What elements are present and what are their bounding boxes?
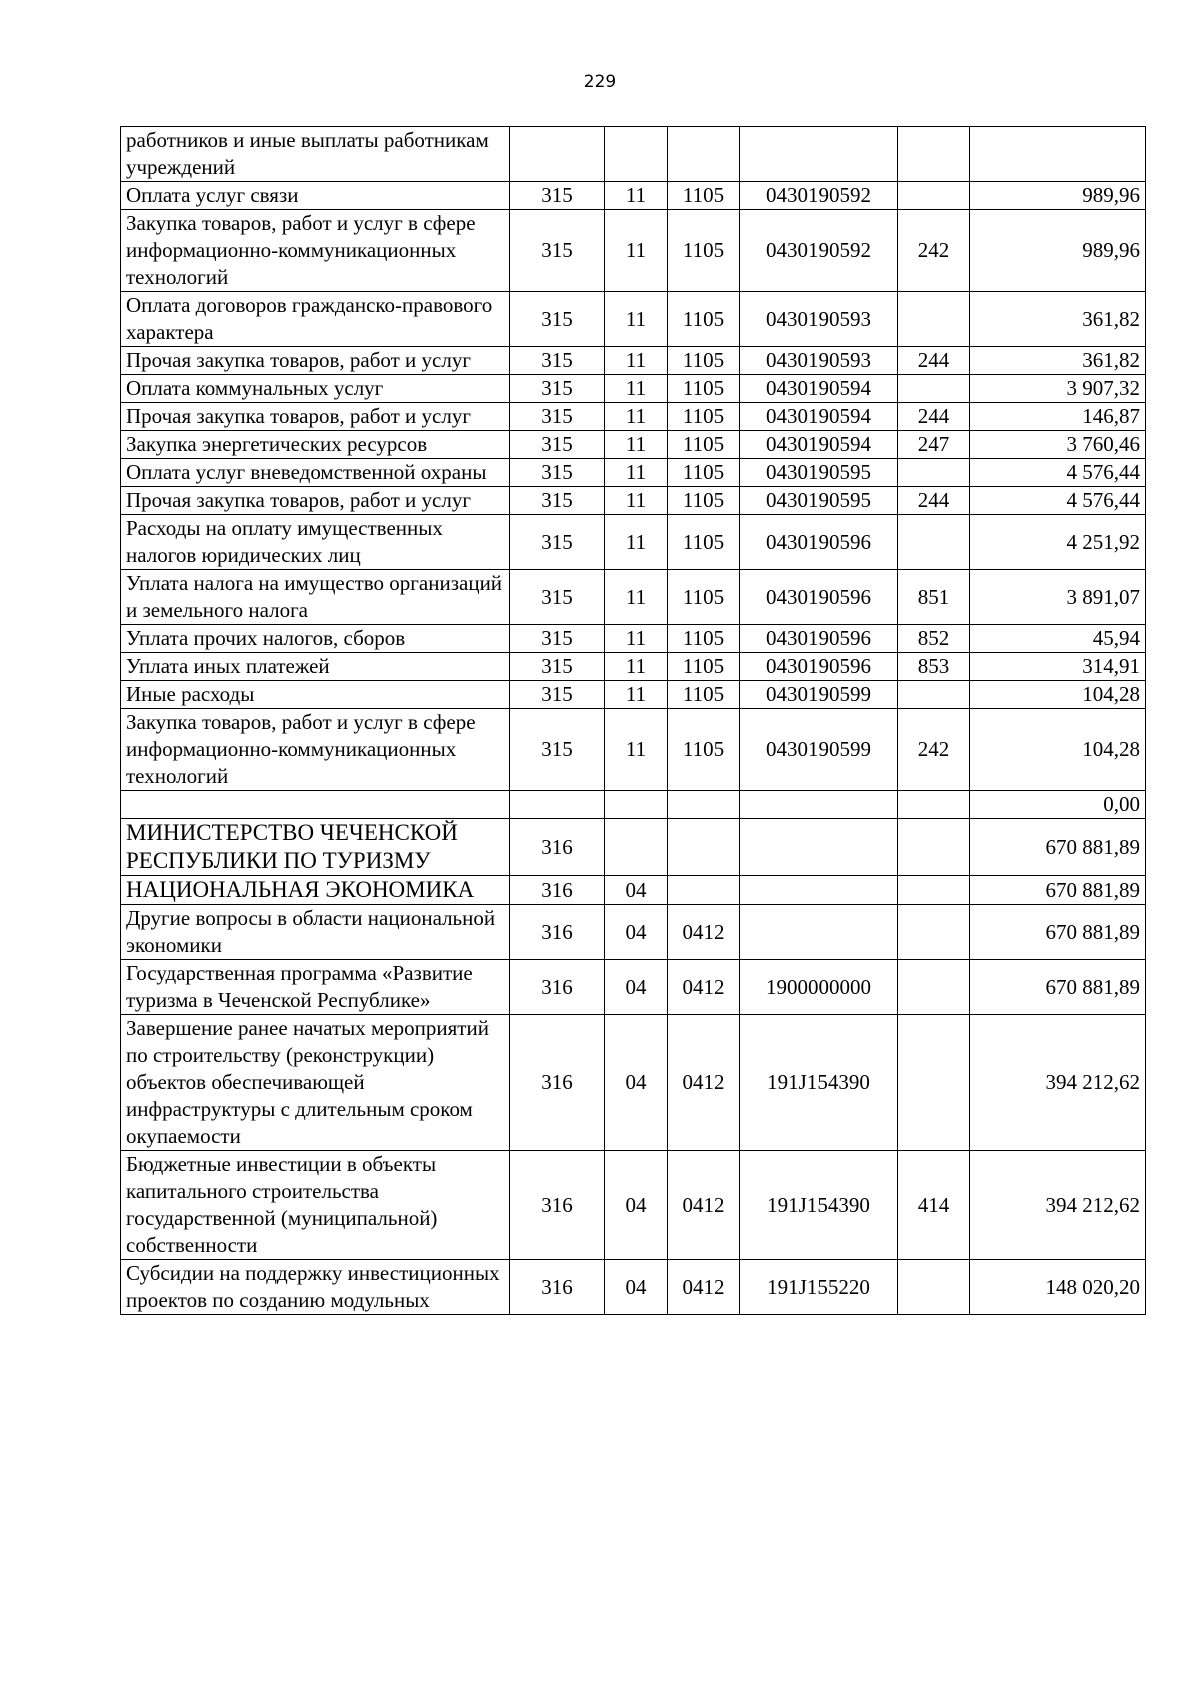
table-row xyxy=(121,459,1146,487)
admin-code: 315 xyxy=(510,681,605,709)
target-article-code: 0430190596 xyxy=(740,515,898,570)
section-code: 11 xyxy=(605,487,668,515)
subsection-code: 0412 xyxy=(668,1151,740,1260)
admin-code: 315 xyxy=(510,347,605,375)
table-row xyxy=(121,182,1146,210)
expense-name: Бюджетные инвестиции в объекты капитального строительства государственной (муниципальной) собственности xyxy=(121,1151,510,1260)
table-row xyxy=(121,347,1146,375)
section-code: 04 xyxy=(605,876,668,905)
table-row xyxy=(121,791,1146,819)
expense-name: Оплата коммунальных услуг xyxy=(121,375,510,403)
target-article-code: 0430190596 xyxy=(740,570,898,625)
expense-type-code xyxy=(898,681,970,709)
expense-name: Другие вопросы в области национальной экономики xyxy=(121,905,510,960)
admin-code: 315 xyxy=(510,292,605,347)
subsection-code xyxy=(668,127,740,182)
section-code: 11 xyxy=(605,515,668,570)
admin-code: 316 xyxy=(510,1151,605,1260)
target-article-code: 0430190594 xyxy=(740,431,898,459)
target-article-code: 0430190595 xyxy=(740,459,898,487)
table-row xyxy=(121,1260,1146,1315)
subsection-code: 1105 xyxy=(668,709,740,791)
admin-code xyxy=(510,791,605,819)
expense-type-code: 414 xyxy=(898,1151,970,1260)
expense-name: НАЦИОНАЛЬНАЯ ЭКОНОМИКА xyxy=(121,876,510,905)
table-row xyxy=(121,1151,1146,1260)
expense-name xyxy=(121,791,510,819)
expense-type-code: 853 xyxy=(898,653,970,681)
expense-type-code xyxy=(898,819,970,876)
section-code: 11 xyxy=(605,625,668,653)
admin-code xyxy=(510,127,605,182)
expense-type-code xyxy=(898,375,970,403)
expense-type-code: 244 xyxy=(898,347,970,375)
subsection-code: 1105 xyxy=(668,570,740,625)
section-code: 11 xyxy=(605,570,668,625)
target-article-code: 0430190594 xyxy=(740,375,898,403)
subsection-code: 1105 xyxy=(668,681,740,709)
amount-value: 4 576,44 xyxy=(970,459,1146,487)
amount-value: 989,96 xyxy=(970,182,1146,210)
section-code: 04 xyxy=(605,1151,668,1260)
table-row xyxy=(121,487,1146,515)
target-article-code xyxy=(740,819,898,876)
expense-type-code: 244 xyxy=(898,487,970,515)
expense-type-code xyxy=(898,515,970,570)
table-row xyxy=(121,876,1146,905)
admin-code: 315 xyxy=(510,182,605,210)
section-code: 04 xyxy=(605,960,668,1015)
amount-value: 361,82 xyxy=(970,292,1146,347)
subsection-code: 0412 xyxy=(668,960,740,1015)
admin-code: 315 xyxy=(510,709,605,791)
table-row xyxy=(121,515,1146,570)
admin-code: 315 xyxy=(510,625,605,653)
target-article-code: 0430190599 xyxy=(740,709,898,791)
expense-name: Уплата иных платежей xyxy=(121,653,510,681)
section-code: 11 xyxy=(605,403,668,431)
table-row xyxy=(121,1015,1146,1151)
expense-type-code xyxy=(898,905,970,960)
section-code xyxy=(605,791,668,819)
section-code: 11 xyxy=(605,292,668,347)
expense-name: Государственная программа «Развитие туризма в Чеченской Республике» xyxy=(121,960,510,1015)
amount-value: 361,82 xyxy=(970,347,1146,375)
target-article-code xyxy=(740,791,898,819)
expense-type-code: 852 xyxy=(898,625,970,653)
expense-name: Завершение ранее начатых мероприятий по строительству (реконструкции) объектов обеспечивающей инфраструктуры с длительным сроком окупаемости xyxy=(121,1015,510,1151)
section-code xyxy=(605,127,668,182)
section-code: 11 xyxy=(605,210,668,292)
table-row xyxy=(121,653,1146,681)
amount-value: 670 881,89 xyxy=(970,819,1146,876)
admin-code: 315 xyxy=(510,515,605,570)
expense-name: Уплата налога на имущество организаций и земельного налога xyxy=(121,570,510,625)
expense-type-code xyxy=(898,292,970,347)
subsection-code: 0412 xyxy=(668,1015,740,1151)
expense-type-code xyxy=(898,876,970,905)
section-code: 11 xyxy=(605,375,668,403)
amount-value: 670 881,89 xyxy=(970,960,1146,1015)
subsection-code: 0412 xyxy=(668,1260,740,1315)
admin-code: 315 xyxy=(510,487,605,515)
amount-value: 670 881,89 xyxy=(970,876,1146,905)
subsection-code: 1105 xyxy=(668,625,740,653)
target-article-code: 191J154390 xyxy=(740,1151,898,1260)
expense-type-code xyxy=(898,182,970,210)
expense-name: Закупка энергетических ресурсов xyxy=(121,431,510,459)
amount-value: 3 907,32 xyxy=(970,375,1146,403)
table-row xyxy=(121,292,1146,347)
expense-type-code xyxy=(898,1260,970,1315)
subsection-code: 1105 xyxy=(668,653,740,681)
subsection-code: 1105 xyxy=(668,210,740,292)
amount-value: 4 251,92 xyxy=(970,515,1146,570)
subsection-code xyxy=(668,876,740,905)
section-code: 11 xyxy=(605,681,668,709)
admin-code: 316 xyxy=(510,960,605,1015)
amount-value: 3 760,46 xyxy=(970,431,1146,459)
table-row xyxy=(121,431,1146,459)
expense-name: Субсидии на поддержку инвестиционных проектов по созданию модульных xyxy=(121,1260,510,1315)
target-article-code: 0430190596 xyxy=(740,653,898,681)
expense-type-code: 247 xyxy=(898,431,970,459)
target-article-code: 191J155220 xyxy=(740,1260,898,1315)
subsection-code: 1105 xyxy=(668,347,740,375)
subsection-code: 1105 xyxy=(668,431,740,459)
amount-value: 314,91 xyxy=(970,653,1146,681)
amount-value: 148 020,20 xyxy=(970,1260,1146,1315)
amount-value xyxy=(970,127,1146,182)
section-code: 04 xyxy=(605,1260,668,1315)
page-number: 229 xyxy=(583,72,617,92)
admin-code: 315 xyxy=(510,459,605,487)
expense-name: Прочая закупка товаров, работ и услуг xyxy=(121,403,510,431)
admin-code: 315 xyxy=(510,403,605,431)
expense-type-code: 851 xyxy=(898,570,970,625)
subsection-code: 1105 xyxy=(668,459,740,487)
expense-name: Прочая закупка товаров, работ и услуг xyxy=(121,487,510,515)
expense-name: Закупка товаров, работ и услуг в сфере информационно-коммуникационных технологий xyxy=(121,210,510,292)
subsection-code xyxy=(668,791,740,819)
amount-value: 45,94 xyxy=(970,625,1146,653)
table-row xyxy=(121,570,1146,625)
amount-value: 394 212,62 xyxy=(970,1015,1146,1151)
section-code: 11 xyxy=(605,709,668,791)
subsection-code: 1105 xyxy=(668,292,740,347)
target-article-code: 0430190592 xyxy=(740,210,898,292)
amount-value: 989,96 xyxy=(970,210,1146,292)
expense-type-code xyxy=(898,127,970,182)
section-code: 04 xyxy=(605,1015,668,1151)
admin-code: 315 xyxy=(510,653,605,681)
section-code: 11 xyxy=(605,347,668,375)
expense-name: МИНИСТЕРСТВО ЧЕЧЕНСКОЙ РЕСПУБЛИКИ ПО ТУРИЗМУ xyxy=(121,819,510,876)
expense-type-code: 242 xyxy=(898,210,970,292)
expense-name: Иные расходы xyxy=(121,681,510,709)
subsection-code: 1105 xyxy=(668,182,740,210)
budget-table xyxy=(120,126,1146,1315)
target-article-code xyxy=(740,905,898,960)
admin-code: 316 xyxy=(510,905,605,960)
expense-name: работников и иные выплаты работникам учреждений xyxy=(121,127,510,182)
subsection-code: 0412 xyxy=(668,905,740,960)
target-article-code xyxy=(740,876,898,905)
amount-value: 0,00 xyxy=(970,791,1146,819)
table-row xyxy=(121,960,1146,1015)
table-row xyxy=(121,375,1146,403)
target-article-code xyxy=(740,127,898,182)
amount-value: 670 881,89 xyxy=(970,905,1146,960)
expense-name: Оплата договоров гражданско-правового характера xyxy=(121,292,510,347)
admin-code: 316 xyxy=(510,819,605,876)
subsection-code: 1105 xyxy=(668,375,740,403)
expense-name: Прочая закупка товаров, работ и услуг xyxy=(121,347,510,375)
target-article-code: 191J154390 xyxy=(740,1015,898,1151)
target-article-code: 0430190594 xyxy=(740,403,898,431)
amount-value: 3 891,07 xyxy=(970,570,1146,625)
table-row xyxy=(121,625,1146,653)
table-row xyxy=(121,210,1146,292)
admin-code: 315 xyxy=(510,375,605,403)
subsection-code: 1105 xyxy=(668,403,740,431)
table-row xyxy=(121,819,1146,876)
table-row xyxy=(121,681,1146,709)
target-article-code: 0430190593 xyxy=(740,347,898,375)
amount-value: 394 212,62 xyxy=(970,1151,1146,1260)
target-article-code: 0430190593 xyxy=(740,292,898,347)
subsection-code: 1105 xyxy=(668,487,740,515)
amount-value: 104,28 xyxy=(970,681,1146,709)
table-row xyxy=(121,905,1146,960)
table-row xyxy=(121,403,1146,431)
admin-code: 315 xyxy=(510,210,605,292)
subsection-code: 1105 xyxy=(668,515,740,570)
table-body xyxy=(121,127,1146,1315)
target-article-code: 0430190595 xyxy=(740,487,898,515)
expense-type-code xyxy=(898,1015,970,1151)
section-code: 11 xyxy=(605,653,668,681)
expense-name: Расходы на оплату имущественных налогов юридических лиц xyxy=(121,515,510,570)
expense-name: Уплата прочих налогов, сборов xyxy=(121,625,510,653)
admin-code: 316 xyxy=(510,1015,605,1151)
admin-code: 316 xyxy=(510,1260,605,1315)
expense-type-code xyxy=(898,459,970,487)
admin-code: 315 xyxy=(510,431,605,459)
expense-type-code xyxy=(898,791,970,819)
section-code: 11 xyxy=(605,182,668,210)
target-article-code: 0430190599 xyxy=(740,681,898,709)
target-article-code: 0430190596 xyxy=(740,625,898,653)
target-article-code: 0430190592 xyxy=(740,182,898,210)
section-code xyxy=(605,819,668,876)
section-code: 04 xyxy=(605,905,668,960)
table-row xyxy=(121,709,1146,791)
subsection-code xyxy=(668,819,740,876)
expense-name: Оплата услуг связи xyxy=(121,182,510,210)
target-article-code: 1900000000 xyxy=(740,960,898,1015)
expense-type-code: 244 xyxy=(898,403,970,431)
expense-type-code: 242 xyxy=(898,709,970,791)
expense-name: Оплата услуг вневедомственной охраны xyxy=(121,459,510,487)
amount-value: 146,87 xyxy=(970,403,1146,431)
admin-code: 316 xyxy=(510,876,605,905)
table-row xyxy=(121,127,1146,182)
amount-value: 104,28 xyxy=(970,709,1146,791)
amount-value: 4 576,44 xyxy=(970,487,1146,515)
expense-name: Закупка товаров, работ и услуг в сфере информационно-коммуникационных технологий xyxy=(121,709,510,791)
expense-type-code xyxy=(898,960,970,1015)
section-code: 11 xyxy=(605,459,668,487)
admin-code: 315 xyxy=(510,570,605,625)
section-code: 11 xyxy=(605,431,668,459)
